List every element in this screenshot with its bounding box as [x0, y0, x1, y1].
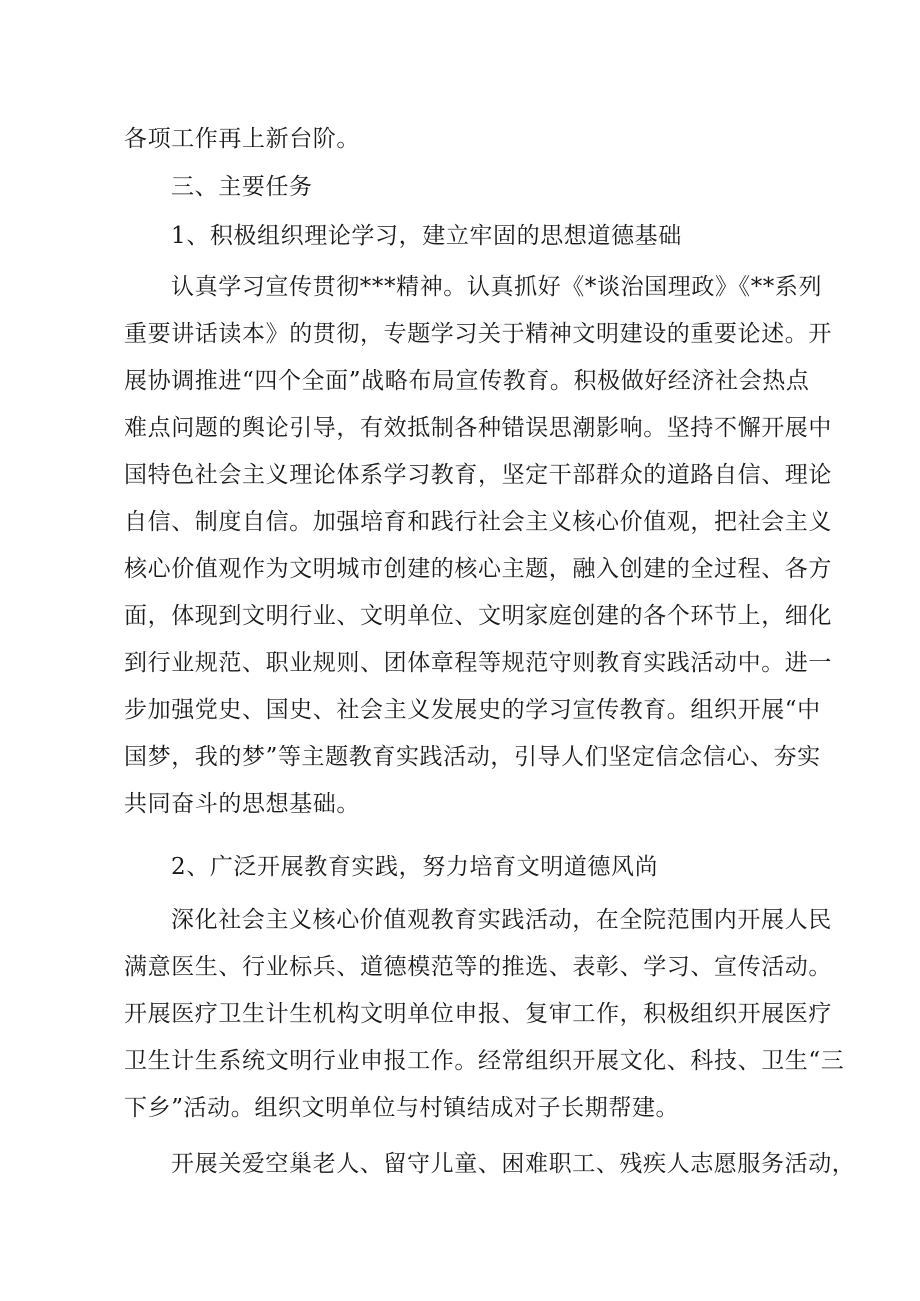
body-line: 自信、制度自信。加强培育和践行社会主义核心价值观，把社会主义 [124, 509, 832, 535]
body-line: 面，体现到文明行业、文明单位、文明家庭创建的各个环节上，细化 [124, 603, 832, 629]
body-line: 认真学习宣传贯彻***精神。认真抓好《*谈治国理政》《**系列 [171, 274, 823, 300]
body-line: 下乡”活动。组织文明单位与村镇结成对子长期帮建。 [124, 1095, 680, 1121]
body-line: 展协调推进“四个全面”战略布局宣传教育。积极做好经济社会热点 [124, 368, 810, 394]
body-line: 卫生计生系统文明行业申报工作。经常组织开展文化、科技、卫生“三 [124, 1048, 845, 1074]
body-line: 重要讲话读本》的贯彻，专题学习关于精神文明建设的重要论述。开 [124, 321, 832, 347]
body-line: 国特色社会主义理论体系学习教育，坚定干部群众的道路自信、理论 [124, 462, 832, 488]
body-line: 深化社会主义核心价值观教育实践活动，在全院范围内开展人民 [171, 907, 832, 933]
paragraph-end-line: 各项工作再上新台阶。 [124, 126, 360, 152]
body-line: 共同奋斗的思想基础。 [124, 791, 360, 817]
body-line: 开展医疗卫生计生机构文明单位申报、复审工作，积极组织开展医疗 [124, 1001, 832, 1027]
body-line: 难点问题的舆论引导，有效抵制各种错误思潮影响。坚持不懈开展中 [124, 415, 832, 441]
subsection-heading-1: 1、积极组织理论学习，建立牢固的思想道德基础 [171, 223, 682, 249]
section-heading: 三、主要任务 [171, 174, 313, 200]
body-line: 满意医生、行业标兵、道德模范等的推选、表彰、学习、宣传活动。 [124, 954, 832, 980]
body-line: 步加强党史、国史、社会主义发展史的学习宣传教育。组织开展“中 [124, 697, 821, 723]
body-line: 开展关爱空巢老人、留守儿童、困难职工、残疾人志愿服务活动， [171, 1151, 856, 1177]
body-line: 核心价值观作为文明城市创建的核心主题，融入创建的全过程、各方 [124, 556, 832, 582]
body-line: 国梦，我的梦”等主题教育实践活动，引导人们坚定信念信心、夯实 [124, 744, 821, 770]
subsection-heading-2: 2、广泛开展教育实践，努力培育文明道德风尚 [171, 854, 659, 880]
body-line: 到行业规范、职业规则、团体章程等规范守则教育实践活动中。进一 [124, 650, 832, 676]
